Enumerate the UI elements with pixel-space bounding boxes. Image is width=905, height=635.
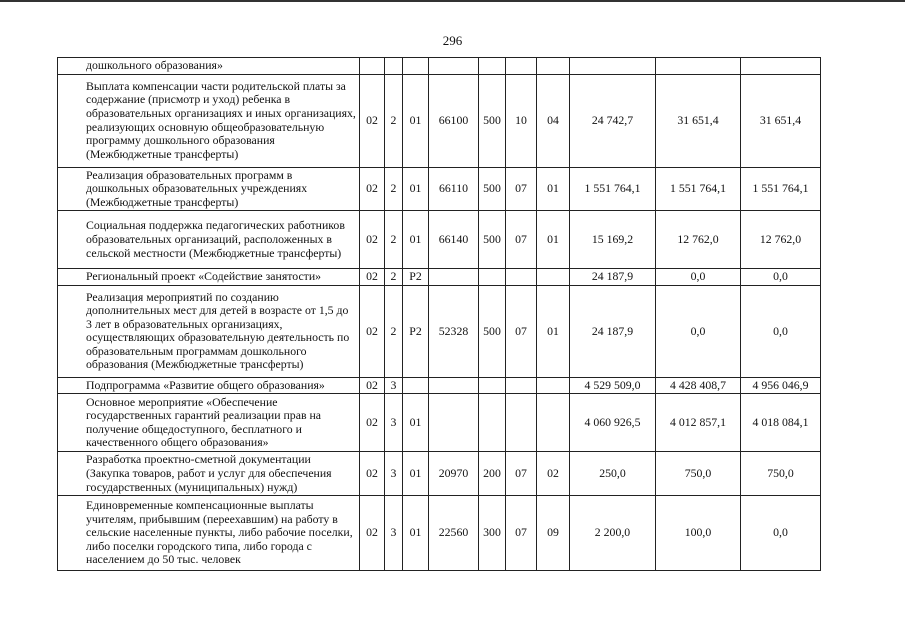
subsection-cell: 01: [537, 285, 570, 377]
direction-code-cell: 66140: [429, 211, 479, 269]
section-cell: 07: [506, 211, 537, 269]
amount-year2-cell: 0,0: [656, 285, 741, 377]
amount-year3-cell: 31 651,4: [741, 74, 821, 167]
expense-type-cell: 500: [479, 285, 506, 377]
table-row: [58, 74, 821, 167]
program-code-cell: 02: [360, 496, 385, 571]
description-cell: Разработка проектно-сметной документации (Закупка товаров, работ и услуг для обеспечения государственных (муниципальных) нужд): [58, 452, 360, 496]
amount-year3-cell: 0,0: [741, 269, 821, 286]
section-cell: [506, 394, 537, 452]
page-top-border: [0, 0, 905, 2]
amount-year2-cell: 4 012 857,1: [656, 394, 741, 452]
event-code-cell: P2: [403, 285, 429, 377]
subprogram-code-cell: 2: [385, 74, 403, 167]
budget-table: [57, 57, 821, 571]
program-code-cell: 02: [360, 377, 385, 394]
amount-year2-cell: 1 551 764,1: [656, 167, 741, 211]
table-row: [58, 269, 821, 286]
table-row: [58, 58, 821, 75]
event-code-cell: 01: [403, 394, 429, 452]
amount-year3-cell: 750,0: [741, 452, 821, 496]
amount-year1-cell: 15 169,2: [570, 211, 656, 269]
amount-year3-cell: 1 551 764,1: [741, 167, 821, 211]
program-code-cell: 02: [360, 269, 385, 286]
subprogram-code-cell: 3: [385, 496, 403, 571]
table-row: [58, 285, 821, 377]
direction-code-cell: 66100: [429, 74, 479, 167]
program-code-cell: 02: [360, 285, 385, 377]
description-cell: Социальная поддержка педагогических работников образовательных организаций, расположенных в сельской местности (Межбюджетные трансферты): [58, 211, 360, 269]
subprogram-code-cell: 2: [385, 211, 403, 269]
section-cell: [506, 377, 537, 394]
subprogram-code-cell: 3: [385, 452, 403, 496]
direction-code-cell: [429, 269, 479, 286]
subsection-cell: 02: [537, 452, 570, 496]
description-cell: дошкольного образования»: [58, 58, 360, 75]
event-code-cell: 01: [403, 452, 429, 496]
amount-year2-cell: 31 651,4: [656, 74, 741, 167]
direction-code-cell: 66110: [429, 167, 479, 211]
subprogram-code-cell: 3: [385, 394, 403, 452]
description-cell: Единовременные компенсационные выплаты учителям, прибывшим (переехавшим) на работу в сельские населенные пункты, либо рабочие поселки, либо поселки городского типа, либо города с населением до 50 тыс. человек: [58, 496, 360, 571]
subsection-cell: [537, 394, 570, 452]
table-row: [58, 167, 821, 211]
amount-year1-cell: [570, 58, 656, 75]
direction-code-cell: 52328: [429, 285, 479, 377]
amount-year3-cell: [741, 58, 821, 75]
page-number: 296: [442, 33, 463, 48]
expense-type-cell: [479, 58, 506, 75]
amount-year3-cell: 4 018 084,1: [741, 394, 821, 452]
program-code-cell: [360, 58, 385, 75]
section-cell: 07: [506, 167, 537, 211]
amount-year1-cell: 24 742,7: [570, 74, 656, 167]
description-cell: Региональный проект «Содействие занятости»: [58, 269, 360, 286]
subsection-cell: 01: [537, 167, 570, 211]
event-code-cell: 01: [403, 167, 429, 211]
direction-code-cell: 22560: [429, 496, 479, 571]
amount-year2-cell: 750,0: [656, 452, 741, 496]
amount-year1-cell: 250,0: [570, 452, 656, 496]
program-code-cell: 02: [360, 167, 385, 211]
amount-year3-cell: 0,0: [741, 496, 821, 571]
section-cell: 10: [506, 74, 537, 167]
event-code-cell: [403, 377, 429, 394]
event-code-cell: [403, 58, 429, 75]
expense-type-cell: [479, 377, 506, 394]
table-row: [58, 452, 821, 496]
subprogram-code-cell: 3: [385, 377, 403, 394]
amount-year1-cell: 4 529 509,0: [570, 377, 656, 394]
amount-year2-cell: 12 762,0: [656, 211, 741, 269]
event-code-cell: 01: [403, 74, 429, 167]
amount-year1-cell: 2 200,0: [570, 496, 656, 571]
subprogram-code-cell: 2: [385, 269, 403, 286]
table-row: [58, 496, 821, 571]
amount-year3-cell: 4 956 046,9: [741, 377, 821, 394]
section-cell: 07: [506, 285, 537, 377]
table-body: [58, 58, 821, 571]
direction-code-cell: [429, 377, 479, 394]
expense-type-cell: 200: [479, 452, 506, 496]
description-cell: Реализация образовательных программ в дошкольных образовательных учреждениях (Межбюджетные трансферты): [58, 167, 360, 211]
direction-code-cell: [429, 58, 479, 75]
expense-type-cell: 500: [479, 74, 506, 167]
table-row: [58, 377, 821, 394]
amount-year1-cell: 24 187,9: [570, 269, 656, 286]
subsection-cell: [537, 269, 570, 286]
amount-year1-cell: 4 060 926,5: [570, 394, 656, 452]
subsection-cell: [537, 377, 570, 394]
expense-type-cell: 300: [479, 496, 506, 571]
event-code-cell: 01: [403, 496, 429, 571]
direction-code-cell: [429, 394, 479, 452]
table-row: [58, 394, 821, 452]
description-cell: Реализация мероприятий по созданию дополнительных мест для детей в возрасте от 1,5 до 3 лет в образовательных организациях, осуществляющих образовательную деятельность по образовательным программам дошкольного образования (Межбюджетные трансферты): [58, 285, 360, 377]
description-cell: Выплата компенсации части родительской платы за содержание (присмотр и уход) ребенка в образовательных организациях и иных организациях, реализующих основную общеобразовательную программу дошкольного образования (Межбюджетные трансферты): [58, 74, 360, 167]
program-code-cell: 02: [360, 394, 385, 452]
direction-code-cell: 20970: [429, 452, 479, 496]
event-code-cell: P2: [403, 269, 429, 286]
table-row: [58, 211, 821, 269]
amount-year1-cell: 1 551 764,1: [570, 167, 656, 211]
subprogram-code-cell: [385, 58, 403, 75]
amount-year3-cell: 0,0: [741, 285, 821, 377]
program-code-cell: 02: [360, 74, 385, 167]
subsection-cell: 01: [537, 211, 570, 269]
expense-type-cell: 500: [479, 211, 506, 269]
program-code-cell: 02: [360, 452, 385, 496]
description-cell: Подпрограмма «Развитие общего образования»: [58, 377, 360, 394]
subsection-cell: [537, 58, 570, 75]
subsection-cell: 09: [537, 496, 570, 571]
expense-type-cell: [479, 394, 506, 452]
subprogram-code-cell: 2: [385, 285, 403, 377]
section-cell: 07: [506, 452, 537, 496]
section-cell: [506, 58, 537, 75]
subprogram-code-cell: 2: [385, 167, 403, 211]
section-cell: 07: [506, 496, 537, 571]
amount-year2-cell: 0,0: [656, 269, 741, 286]
amount-year2-cell: 100,0: [656, 496, 741, 571]
amount-year3-cell: 12 762,0: [741, 211, 821, 269]
amount-year2-cell: 4 428 408,7: [656, 377, 741, 394]
expense-type-cell: 500: [479, 167, 506, 211]
program-code-cell: 02: [360, 211, 385, 269]
description-cell: Основное мероприятие «Обеспечение государственных гарантий реализации прав на получение общедоступного, бесплатного и качественного общего образования»: [58, 394, 360, 452]
event-code-cell: 01: [403, 211, 429, 269]
subsection-cell: 04: [537, 74, 570, 167]
section-cell: [506, 269, 537, 286]
amount-year2-cell: [656, 58, 741, 75]
amount-year1-cell: 24 187,9: [570, 285, 656, 377]
expense-type-cell: [479, 269, 506, 286]
